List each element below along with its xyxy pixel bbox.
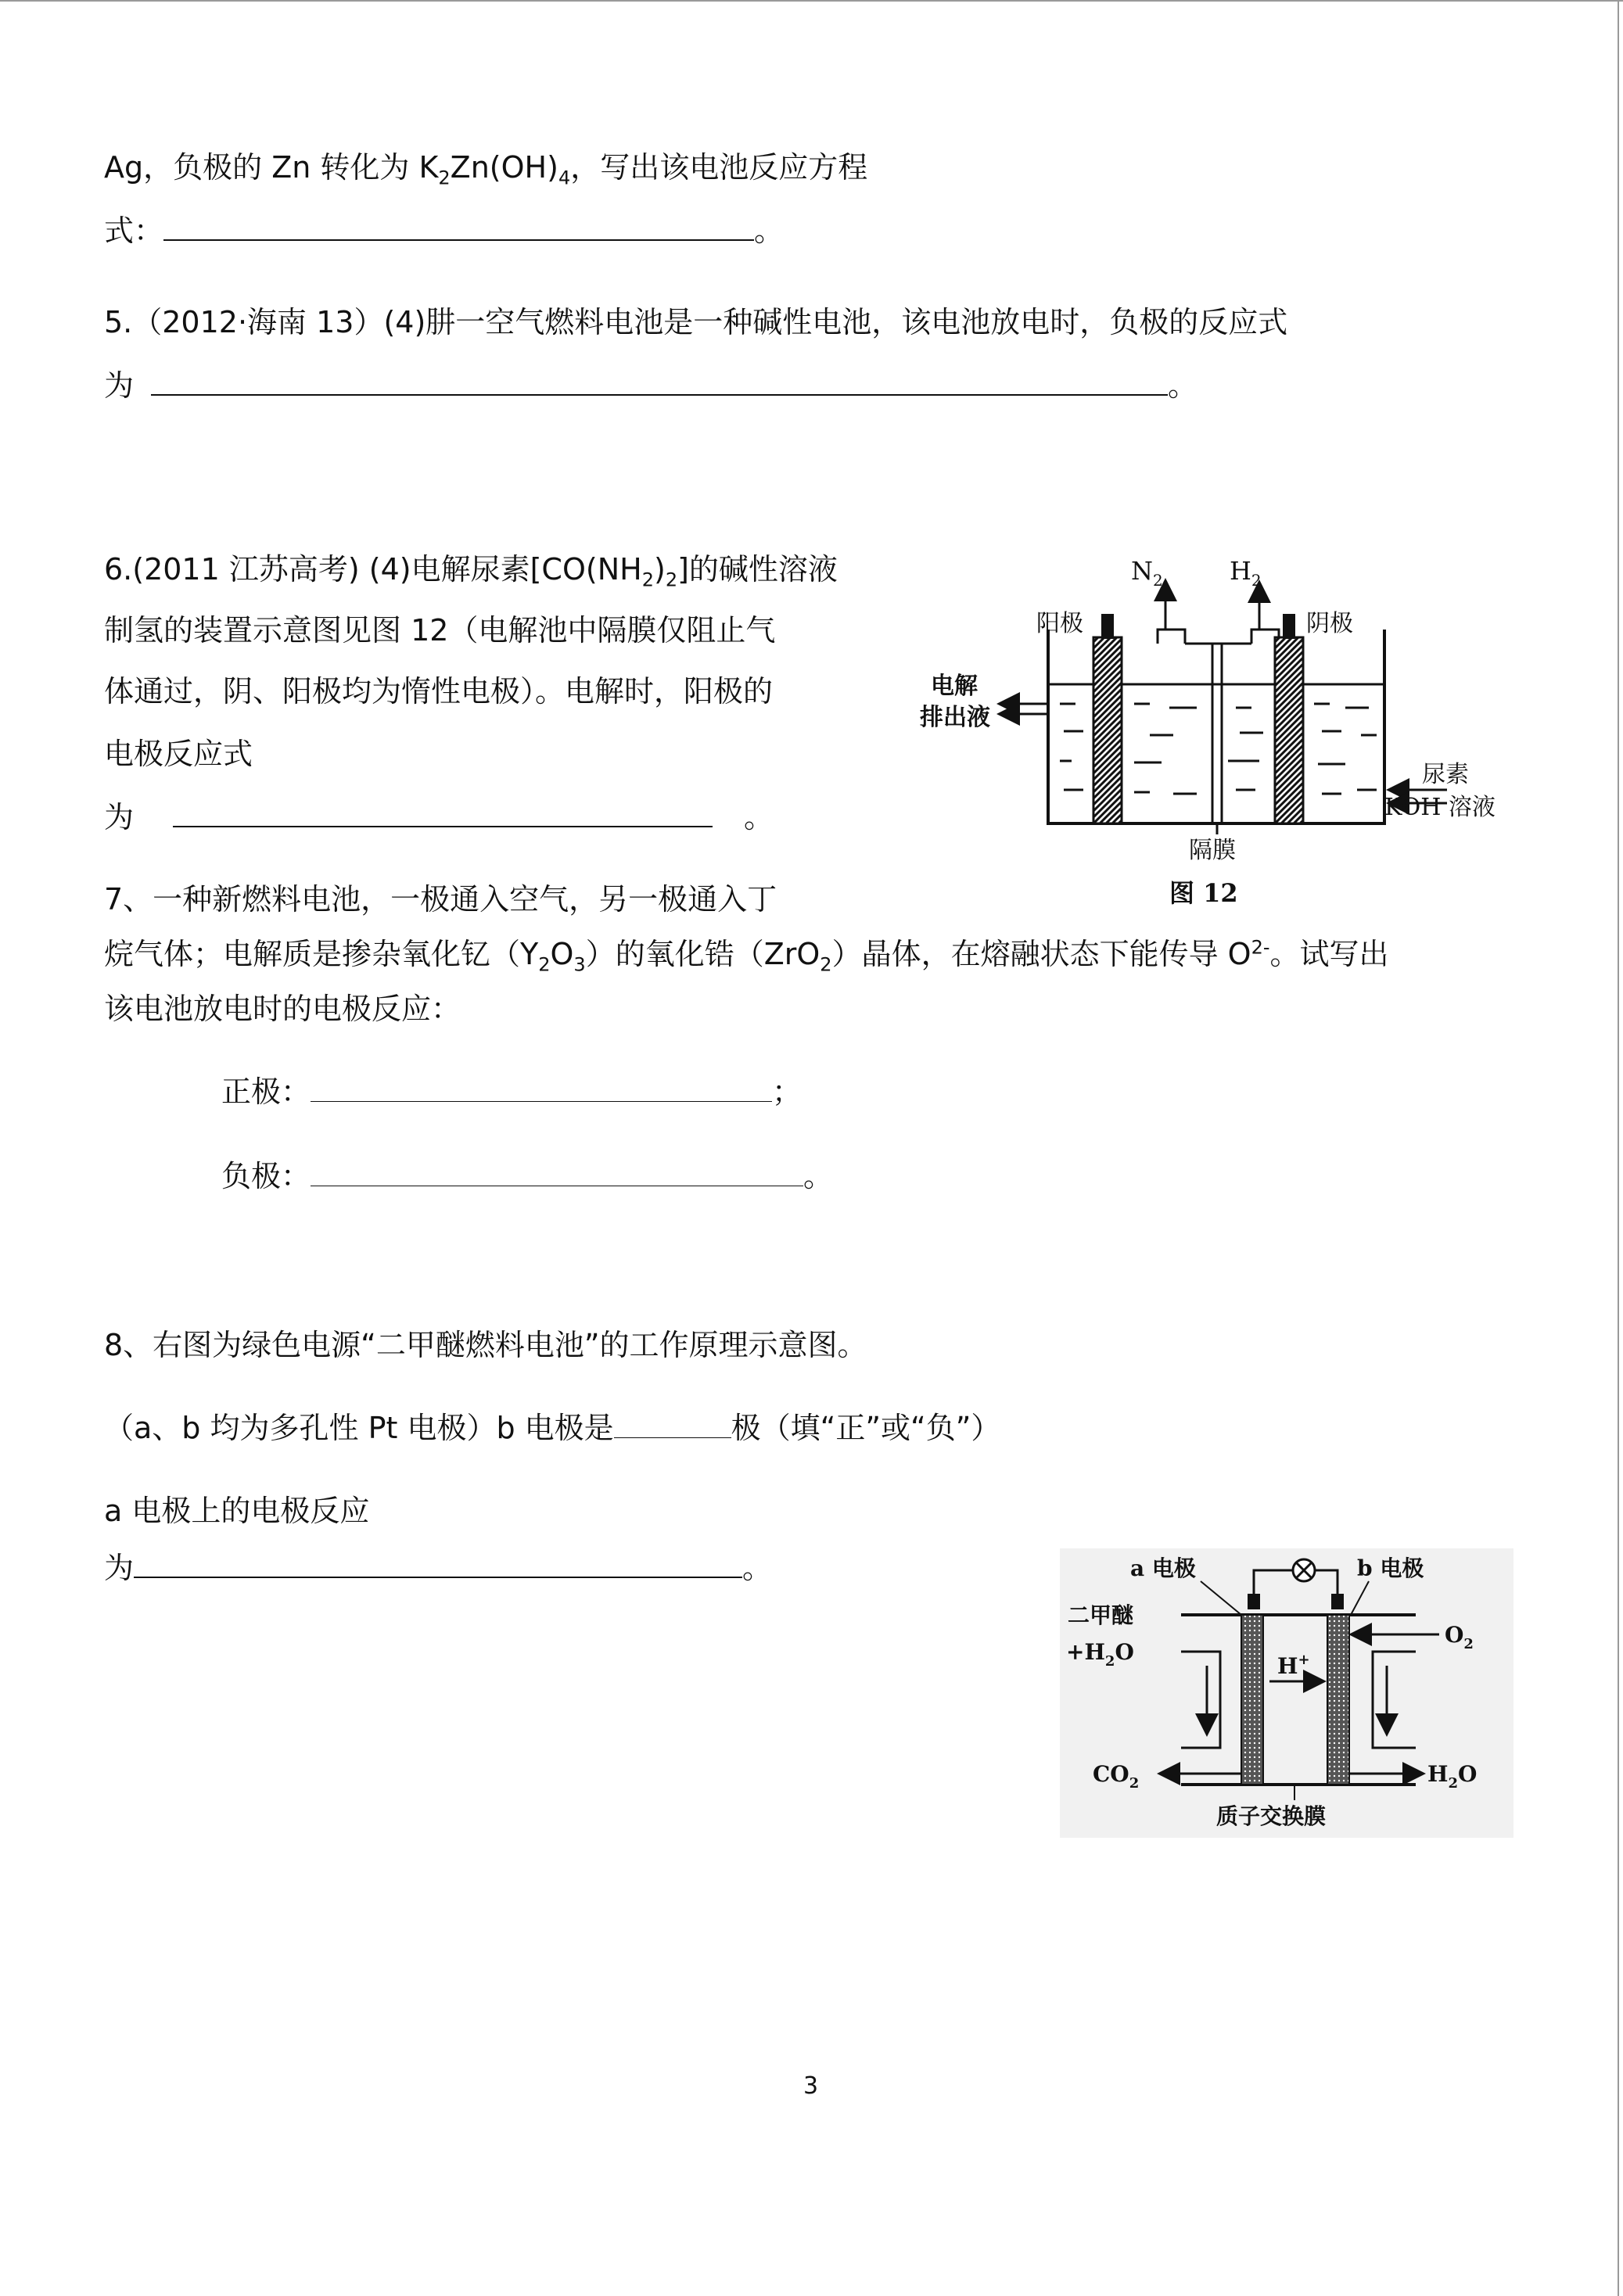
- q4-line-2: [104, 210, 784, 251]
- q6-nh-sub: 2: [641, 569, 654, 591]
- electrolysis-diagram: [915, 551, 1525, 911]
- q8-answer-label: 为: [104, 1551, 135, 1585]
- proton-label: H+: [1277, 1652, 1310, 1679]
- b-electrode-label: b 电极: [1357, 1555, 1424, 1581]
- q4-line-1: [104, 147, 867, 188]
- q7-text-c: ）的氧化锆（ZrO: [585, 937, 820, 971]
- q7-negative-end: 。: [803, 1159, 834, 1193]
- q4-answer-label: 式：: [104, 213, 164, 248]
- q7-line-3: 该电池放电时的电极反应：: [104, 992, 461, 1026]
- cathode-electrode: [1275, 637, 1303, 823]
- q5-answer-label: 为: [104, 368, 135, 403]
- q7-o-sub: 3: [573, 953, 586, 976]
- q4-answer-end: 。: [754, 213, 785, 248]
- q7-positive-blank[interactable]: [311, 1071, 772, 1102]
- q7-o-sup: 2-: [1251, 936, 1270, 959]
- q6-line-5: [104, 796, 774, 838]
- q7-negative-label: 负极：: [221, 1159, 311, 1193]
- q7-y-sub: 2: [538, 953, 551, 976]
- co2-label: $CO_2$: [1093, 1761, 1140, 1792]
- q8-line-1: 8、右图为绿色电源“二甲醚燃料电池”的工作原理示意图。: [104, 1328, 867, 1362]
- b-electrode: [1327, 1615, 1349, 1785]
- q8-line-3: a 电极上的电极反应: [104, 1494, 370, 1528]
- q7-text-e: 。试写出: [1269, 937, 1389, 971]
- q7-zr-sub: 2: [820, 953, 832, 976]
- q7-text-a: 烷气体；电解质是掺杂氧化钇（Y: [104, 937, 539, 971]
- q6-answer-end: 。: [744, 800, 774, 834]
- q8-answer-blank[interactable]: [134, 1547, 742, 1578]
- n2-label: $N_2$: [1131, 556, 1163, 590]
- q6-answer-blank[interactable]: [173, 796, 713, 827]
- q5-answer-end: 。: [1168, 368, 1198, 403]
- q8-answer-end: 。: [742, 1551, 773, 1585]
- q6-answer-label: 为: [104, 800, 135, 834]
- q8-text-b: 极（填“正”或“负”）: [731, 1411, 1001, 1445]
- q8-line-4: [104, 1547, 772, 1588]
- membrane: [1212, 644, 1222, 823]
- q7-positive-label: 正极：: [221, 1074, 311, 1109]
- q6-line-4: 电极反应式: [104, 737, 253, 771]
- q5-line-1: 5.（2012·海南 13）(4)肼一空气燃料电池是一种碱性电池，该电池放电时，负极的反应式: [104, 305, 1288, 339]
- outlet-label-2: 排出液: [920, 704, 990, 731]
- q6-line-3: 体通过，阴、阳极均为惰性电极）。电解时，阳极的: [104, 674, 774, 709]
- cathode-label: 阴极: [1306, 610, 1353, 637]
- q4-oh-sub: 4: [558, 167, 571, 189]
- outlet-label-1: 电解: [931, 673, 978, 700]
- o2-label: $O_2$: [1445, 1622, 1474, 1652]
- q4-text-c: ，写出该电池反应方程: [570, 150, 868, 185]
- q8-text-a: （a、b 均为多孔性 Pt 电极）b 电极是: [104, 1411, 614, 1445]
- q4-answer-blank[interactable]: [163, 210, 754, 241]
- q6-paren-sub: 2: [665, 569, 678, 591]
- q5-answer-blank[interactable]: [151, 364, 1168, 396]
- q6-text-b: ): [653, 552, 666, 587]
- fuel-cell-background: [1060, 1548, 1513, 1838]
- q7-text-b: O: [550, 937, 574, 971]
- q5-line-2: [104, 364, 1198, 406]
- q6-text-a: 6.(2011 江苏高考) (4)电解尿素[CO(NH: [104, 552, 642, 587]
- q4-text-b: Zn(OH): [450, 150, 558, 185]
- membrane-label: 隔膜: [1189, 837, 1236, 864]
- page-top-border: [0, 0, 1623, 2]
- q6-line-2: 制氢的装置示意图见图 12（电解池中隔膜仅阻止气: [104, 613, 776, 648]
- q7-text-d: ）晶体，在熔融状态下能传导 O: [831, 937, 1251, 971]
- q7-negative-line: [221, 1156, 833, 1196]
- q6-text-c: ]的碱性溶液: [677, 552, 838, 587]
- anode-terminal: [1101, 614, 1114, 639]
- membrane-label: 质子交换膜: [1216, 1803, 1327, 1829]
- page-number: 3: [803, 2072, 819, 2100]
- water-in-label: $+H_2O$: [1066, 1639, 1134, 1670]
- q4-text-a: Ag，负极的 Zn 转化为 K: [104, 150, 439, 185]
- q7-line-1: 7、一种新燃料电池，一极通入空气，另一极通入丁: [104, 882, 777, 917]
- dme-label: 二甲醚: [1068, 1602, 1134, 1628]
- a-electrode: [1241, 1615, 1263, 1785]
- water-out-label: $H_2O$: [1427, 1761, 1478, 1792]
- h2-label: $H_2$: [1230, 556, 1262, 590]
- q6-line-1: [104, 549, 838, 590]
- a-electrode-label: a 电极: [1130, 1555, 1196, 1581]
- q4-k-sub: 2: [438, 167, 451, 189]
- q7-line-2: [104, 934, 1389, 974]
- anode-electrode: [1093, 637, 1122, 823]
- cathode-terminal: [1283, 614, 1295, 639]
- q8-line-2: [104, 1408, 1000, 1448]
- fuel-cell-diagram: [1060, 1548, 1513, 1838]
- inlet-label-1: 尿素: [1422, 761, 1469, 788]
- anode-label: 阳极: [1036, 610, 1083, 637]
- q7-positive-line: [221, 1071, 802, 1112]
- q7-positive-end: ；: [772, 1074, 803, 1109]
- q7-negative-blank[interactable]: [311, 1156, 803, 1186]
- page-right-border: [1618, 0, 1619, 2296]
- q8-polarity-blank[interactable]: [614, 1408, 731, 1438]
- figure-12-caption: 图 12: [1169, 878, 1238, 908]
- inlet-label-2: KOH 溶液: [1384, 794, 1496, 821]
